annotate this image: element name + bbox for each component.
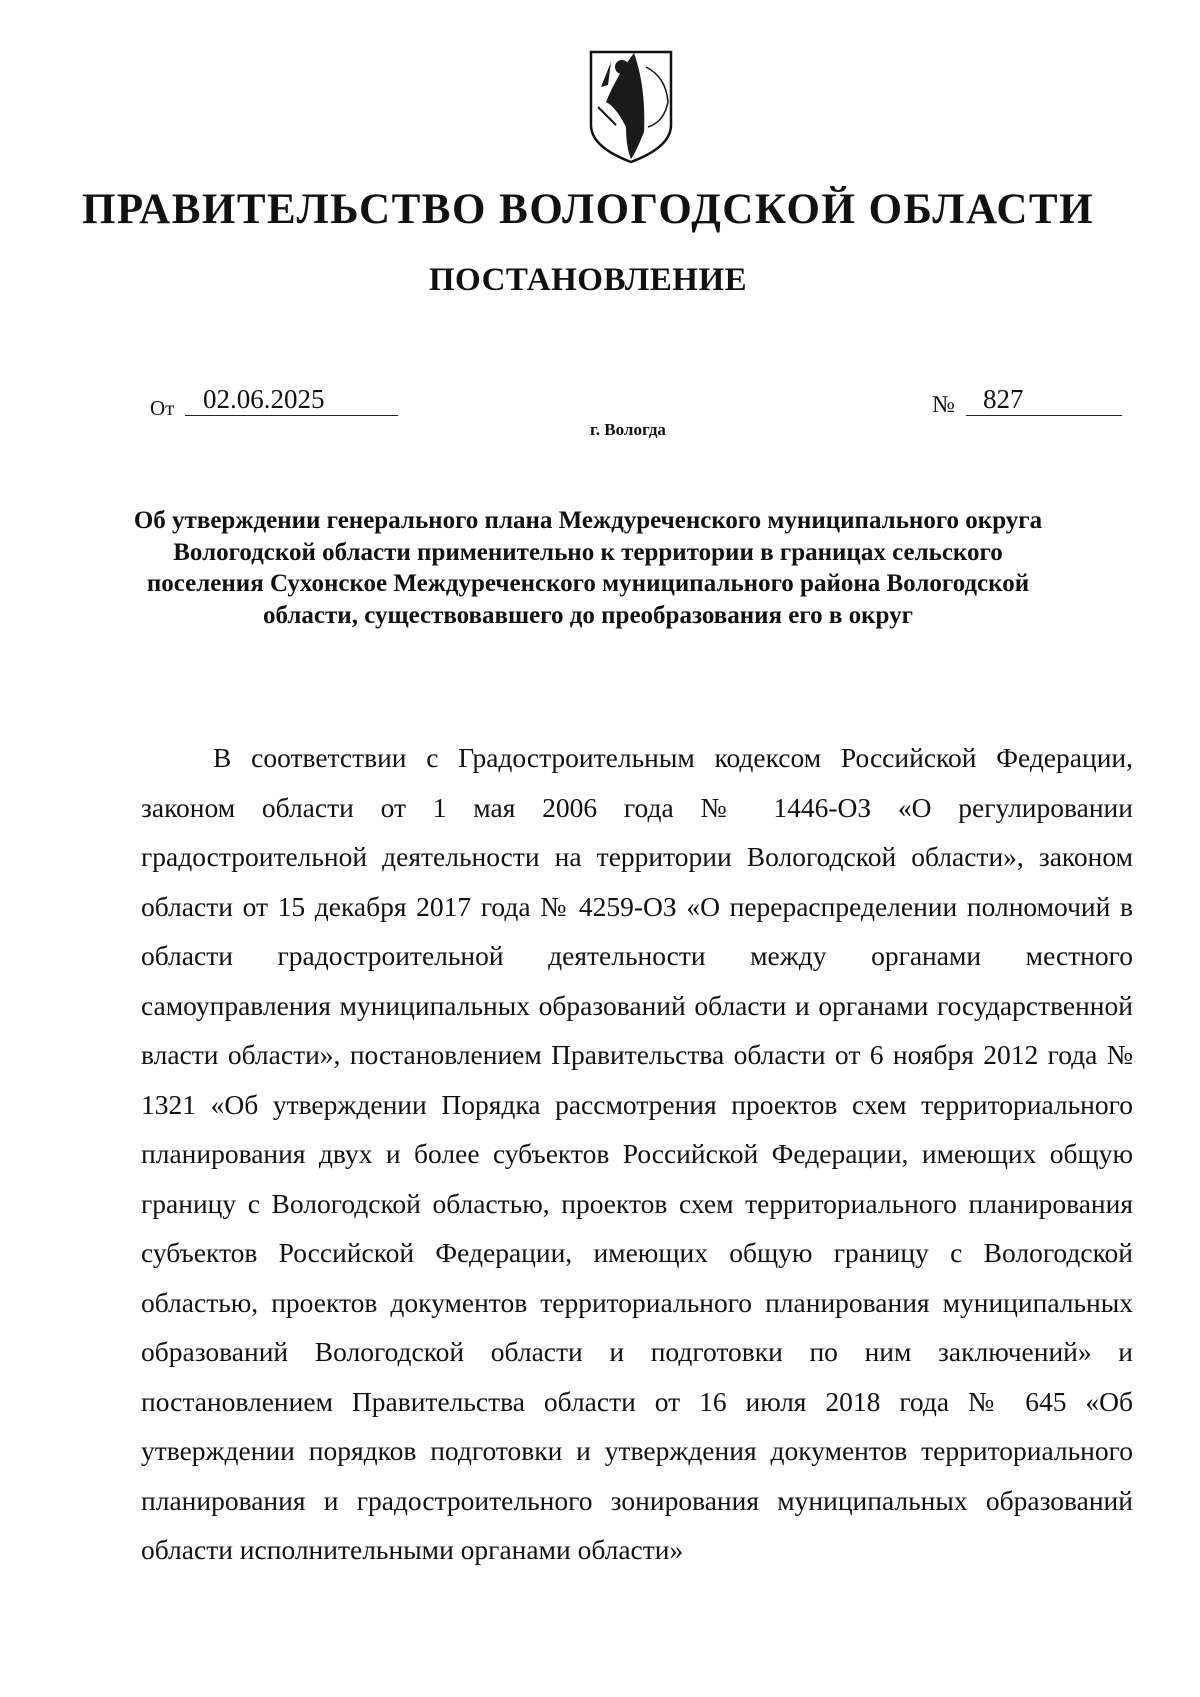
document-date: 02.06.2025	[185, 384, 398, 416]
document-subject: Об утверждении генерального плана Междуреченского муниципального округа Вологодской области применительно к территории в границах сельского поселения Сухонское Междуреченского муниципального района Вологодской области, существовавшего до преобразования его в округ	[133, 507, 1043, 629]
body-paragraph: В соответствии с Градостроительным кодексом Российской Федерации, законом области от 1 мая 2006 года № 1446-ОЗ «О регулировании градостроительной деятельности на территории Вологодской области», законом области от 15 декабря 2017 года № 4259-ОЗ «О перераспределении полномочий в области градостроительной деятельности между органами местного самоуправления муниципальных образований области и органами государственной власти области», постановлением Правительства области от 6 ноября 2012 года № 1321 «Об утверждении Порядка рассмотрения проектов схем территориального планирования двух и более субъектов Российской Федерации, имеющих общую границу с Вологодской областью, проектов схем территориального планирования субъектов Российской Федерации, имеющих общую границу с Вологодской областью, проектов документов территориального планирования муниципальных образований Вологодской области и подготовки по ним заключений» и постановлением Правительства области от 16 июля 2018 года № 645 «Об утверждении порядков подготовки и утверждения документов территориального планирования и градостроительного зонирования муниципальных образований области исполнительными органами области»	[141, 742, 1133, 1565]
document-number: 827	[966, 384, 1122, 416]
date-label: От	[150, 396, 175, 420]
document-type: ПОСТАНОВЛЕНИЕ	[428, 262, 748, 298]
city: г. Вологда	[590, 420, 666, 439]
vologda-coat-of-arms-icon	[586, 47, 676, 167]
number-label: №	[932, 392, 955, 418]
government-title: ПРАВИТЕЛЬСТВО ВОЛОГОДСКОЙ ОБЛАСТИ	[81, 186, 1095, 233]
